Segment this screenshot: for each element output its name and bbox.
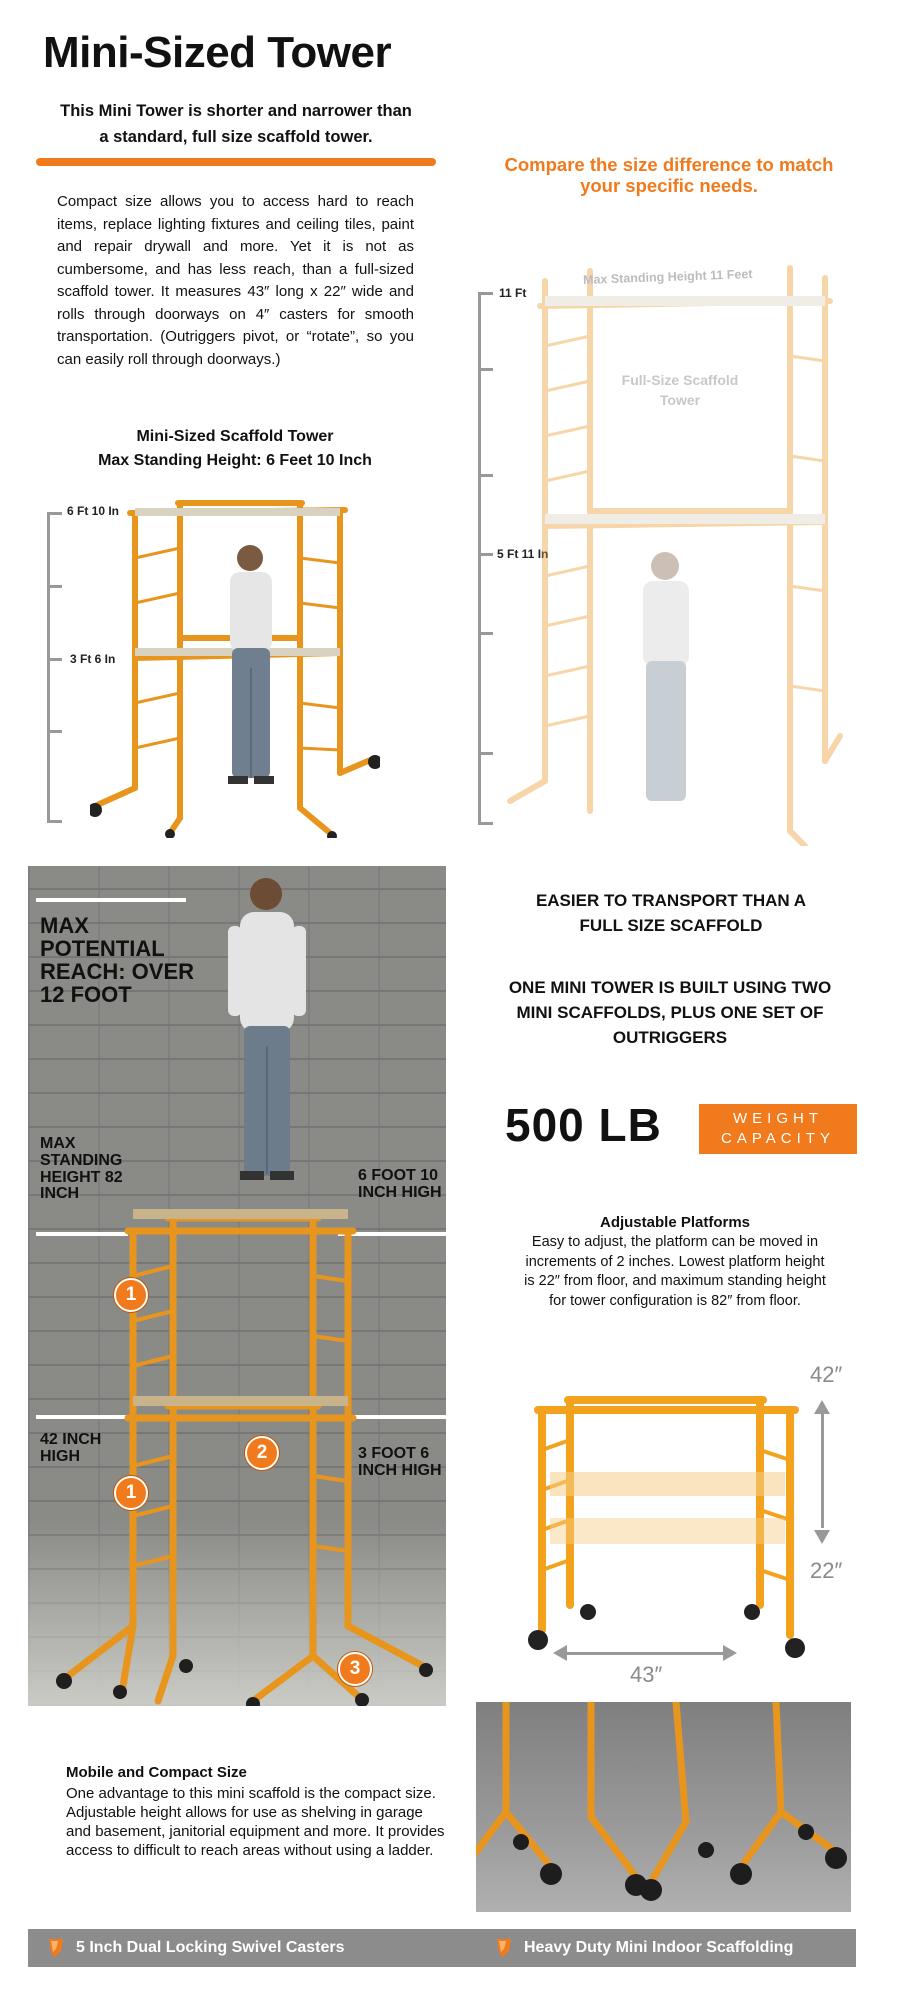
mini-mid-label: 3 Ft 6 In	[70, 652, 116, 666]
capacity-label: WEIGHT CAPACITY	[721, 1110, 835, 1147]
ruler-tick	[478, 822, 493, 825]
build-text: ONE MINI TOWER IS BUILT USING TWO MINI SCAFFOLDS, PLUS ONE SET OF OUTRIGGERS	[508, 978, 832, 1047]
three-foot-label: 3 FOOT 6 INCH HIGH	[358, 1445, 442, 1479]
capacity-badge	[699, 1104, 857, 1154]
arrow-left-icon	[553, 1645, 567, 1661]
ruler-tick	[478, 368, 493, 371]
page-subtitle: This Mini Tower is shorter and narrower than a standard, full size scaffold tower.	[60, 102, 412, 146]
platforms-text: Easy to adjust, the platform can be moved in increments of 2 inches. Lowest platform height is 22″ from floor, and maximum standing height for tower configuration is 82″ from floor.	[524, 1234, 826, 1309]
badge-1: 1	[114, 1476, 148, 1510]
casters-photo	[476, 1702, 851, 1912]
dim-width-label: 43″	[630, 1662, 663, 1687]
max-standing-label: MAX STANDING HEIGHT 82 INCH	[40, 1135, 123, 1203]
badge-2: 2	[245, 1436, 279, 1470]
mini-tower-image	[90, 488, 380, 838]
six-foot-label: 6 FOOT 10 INCH HIGH	[358, 1167, 442, 1201]
full-mid-label: 5 Ft 11 In	[497, 547, 549, 561]
platform-scaffold-image	[520, 1390, 810, 1680]
casters-image	[476, 1702, 851, 1912]
ruler-tick	[478, 474, 493, 477]
mini-tower-title: Mini-Sized Scaffold Tower	[136, 428, 334, 445]
dim-vertical-arrow	[821, 1408, 824, 1528]
transport-text: EASIER TO TRANSPORT THAN A FULL SIZE SCAFFOLD	[535, 891, 807, 935]
footer-item-label: Heavy Duty Mini Indoor Scaffolding	[524, 1939, 794, 1956]
dim-bottom-label: 22″	[810, 1558, 843, 1583]
reach-photo	[28, 866, 446, 1706]
full-top-label: 11 Ft	[499, 286, 527, 300]
ruler-tick	[47, 658, 62, 661]
ruler-tick	[47, 585, 62, 588]
ruler-tick	[478, 553, 493, 556]
forty-two-inch-label: 42 INCH HIGH	[40, 1431, 102, 1465]
title-underline	[36, 158, 436, 166]
full-tower-name: Full-Size Scaffold Tower	[621, 372, 739, 408]
full-tower-image	[505, 256, 845, 846]
footer-item-casters	[46, 1929, 345, 1967]
arrow-down-icon	[814, 1530, 830, 1544]
ruler-tick	[478, 292, 493, 295]
footer-item-label: 5 Inch Dual Locking Swivel Casters	[76, 1939, 345, 1956]
full-height-ruler	[478, 292, 481, 824]
ruler-tick	[47, 820, 62, 823]
arrow-right-icon	[723, 1645, 737, 1661]
ruler-tick	[478, 752, 493, 755]
badge-3: 3	[338, 1652, 372, 1686]
compare-heading: Compare the size difference to match your specific needs.	[504, 154, 834, 196]
footer-item-scaffolding	[494, 1929, 793, 1967]
max-reach-label: MAX POTENTIAL REACH: OVER 12 FOOT	[40, 913, 195, 1008]
ruler-tick	[47, 512, 62, 515]
shield-icon	[494, 1937, 514, 1959]
shield-icon	[46, 1937, 66, 1959]
mobile-title: Mobile and Compact Size	[66, 1764, 247, 1781]
intro-paragraph: Compact size allows you to access hard to reach items, replace lighting fixtures and ceiling tiles, paint and repair drywall and more. Yet it is not as cumbersome, and has less reach, than a full-sized scaffold tower. It measures 43″ long x 22″ wide and rolls through doorways on 4″ casters for smooth transportation. (Outriggers pivot, or “rotate”, so you can easily roll through doorways.)	[57, 193, 414, 368]
capacity-value: 500 LB	[505, 1099, 662, 1151]
mini-height-ruler	[47, 512, 50, 822]
page-title: Mini-Sized Tower	[43, 28, 392, 77]
dim-horizontal-arrow	[565, 1652, 725, 1655]
footer-bar	[28, 1929, 856, 1967]
dim-top-label: 42″	[810, 1362, 843, 1387]
badge-1: 1	[114, 1278, 148, 1312]
mini-tower-subtitle: Max Standing Height: 6 Feet 10 Inch	[98, 452, 372, 469]
mini-top-label: 6 Ft 10 In	[67, 504, 120, 518]
platforms-title: Adjustable Platforms	[599, 1214, 751, 1231]
ruler-tick	[47, 730, 62, 733]
arrow-up-icon	[814, 1400, 830, 1414]
full-max-label: Max Standing Height 11 Feet	[582, 267, 753, 287]
ruler-tick	[478, 632, 493, 635]
mobile-text: One advantage to this mini scaffold is the compact size. Adjustable height allows for use as shelving in garage and basement, janitorial equipment and more. It provides access to difficult to reach areas without using a ladder.	[66, 1785, 445, 1859]
